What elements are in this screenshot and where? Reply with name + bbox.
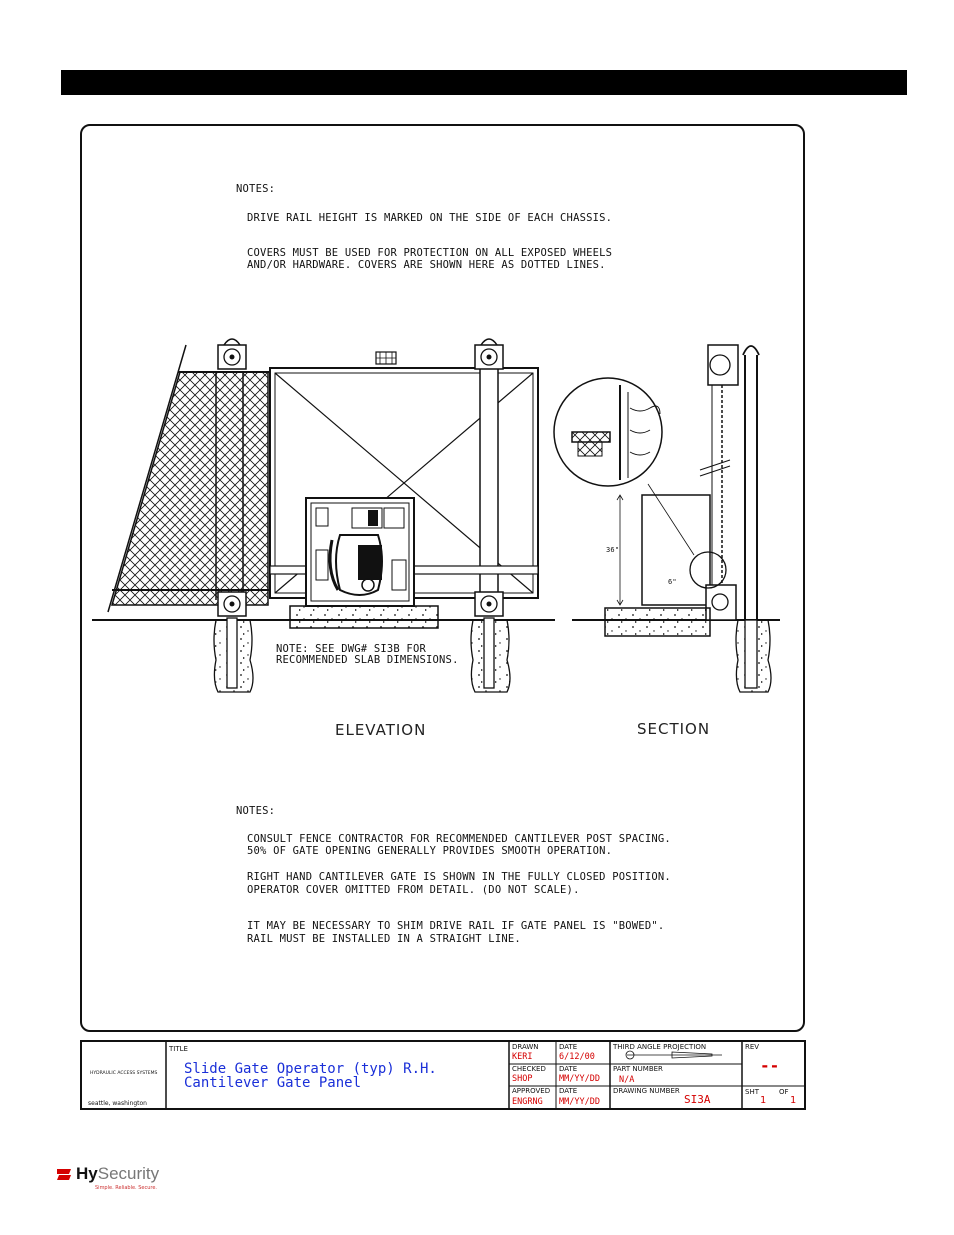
date-label: DATE	[559, 1065, 578, 1073]
chain-link-mesh	[112, 372, 268, 605]
sheet-value: 1	[760, 1095, 767, 1106]
notes-top-line: COVERS MUST BE USED FOR PROTECTION ON ALL EXPOSED WHEELS	[247, 247, 613, 259]
title-block	[80, 1040, 806, 1110]
part-number-label: PART NUMBER	[613, 1065, 663, 1073]
drawing-title-line2: Cantilever Gate Panel	[184, 1075, 362, 1091]
company-location: seattle, washington	[88, 1100, 147, 1107]
notes-bottom-heading: NOTES:	[236, 805, 276, 817]
approved-value: ENGRNG	[512, 1097, 543, 1107]
guide-roller	[475, 339, 503, 369]
checked-date: MM/YY/DD	[559, 1074, 600, 1084]
notes-bottom-line: RIGHT HAND CANTILEVER GATE IS SHOWN IN THE FULLY CLOSED POSITION.	[247, 871, 671, 883]
approved-label: APPROVED	[512, 1087, 551, 1095]
company-name: HYDRAULIC ACCESS SYSTEMS	[90, 1071, 158, 1076]
notes-bottom-line: 50% OF GATE OPENING GENERALLY PROVIDES SMOOTH OPERATION.	[247, 845, 613, 857]
date-label: DATE	[559, 1043, 578, 1051]
section-label: SECTION	[637, 720, 711, 738]
notes-top-line: AND/OR HARDWARE. COVERS ARE SHOWN HERE AS DOTTED LINES.	[247, 259, 606, 271]
slab-note: NOTE: SEE DWG# SI3B FOR	[276, 643, 426, 655]
drawing-title-line1: Slide Gate Operator (typ) R.H.	[184, 1061, 437, 1077]
rev-label: REV	[745, 1043, 760, 1051]
logo-rest: Security	[97, 1164, 160, 1183]
dimension-small: 6"	[668, 578, 677, 586]
part-number-value: N/A	[619, 1075, 635, 1085]
logo-bold: Hy	[76, 1164, 98, 1183]
dimension-36: 36"	[606, 546, 620, 554]
checked-label: CHECKED	[512, 1065, 546, 1073]
drawing-number-value: SI3A	[684, 1093, 711, 1106]
elevation-label: ELEVATION	[335, 721, 427, 739]
drawn-label: DRAWN	[512, 1043, 539, 1051]
notes-bottom-line: OPERATOR COVER OMITTED FROM DETAIL. (DO NOT SCALE).	[247, 884, 580, 896]
drawn-value: KERI	[512, 1052, 533, 1062]
logo-mark-icon	[55, 1165, 73, 1183]
logo-tagline: Simple. Reliable. Secure.	[95, 1185, 158, 1191]
checked-value: SHOP	[512, 1074, 533, 1084]
notes-top-heading: NOTES:	[236, 183, 276, 195]
date-label: DATE	[559, 1087, 578, 1095]
rev-value: --	[760, 1056, 780, 1075]
gate-operator	[306, 498, 414, 606]
notes-top-line: DRIVE RAIL HEIGHT IS MARKED ON THE SIDE OF EACH CHASSIS.	[247, 212, 613, 224]
sheet-label: SHT	[745, 1088, 759, 1096]
drawing-number-label: DRAWING NUMBER	[613, 1087, 680, 1095]
of-value: 1	[790, 1095, 797, 1106]
hysecurity-logo	[55, 1164, 159, 1184]
slab-note: RECOMMENDED SLAB DIMENSIONS.	[276, 654, 459, 666]
drawn-date: 6/12/00	[559, 1052, 595, 1062]
section-view	[554, 345, 771, 692]
support-roller	[475, 592, 503, 616]
concrete-slab	[290, 606, 438, 628]
guide-roller	[218, 339, 246, 369]
support-roller	[218, 592, 246, 616]
notes-bottom-line: RAIL MUST BE INSTALLED IN A STRAIGHT LINE.	[247, 933, 521, 945]
logo-text	[76, 1164, 159, 1184]
title-label: TITLE	[169, 1045, 188, 1053]
projection-label: THIRD ANGLE PROJECTION	[613, 1043, 707, 1051]
of-label: OF	[779, 1088, 789, 1096]
notes-bottom-line: IT MAY BE NECESSARY TO SHIM DRIVE RAIL IF GATE PANEL IS "BOWED".	[247, 920, 665, 932]
approved-date: MM/YY/DD	[559, 1097, 600, 1107]
notes-bottom-line: CONSULT FENCE CONTRACTOR FOR RECOMMENDED CANTILEVER POST SPACING.	[247, 833, 671, 845]
